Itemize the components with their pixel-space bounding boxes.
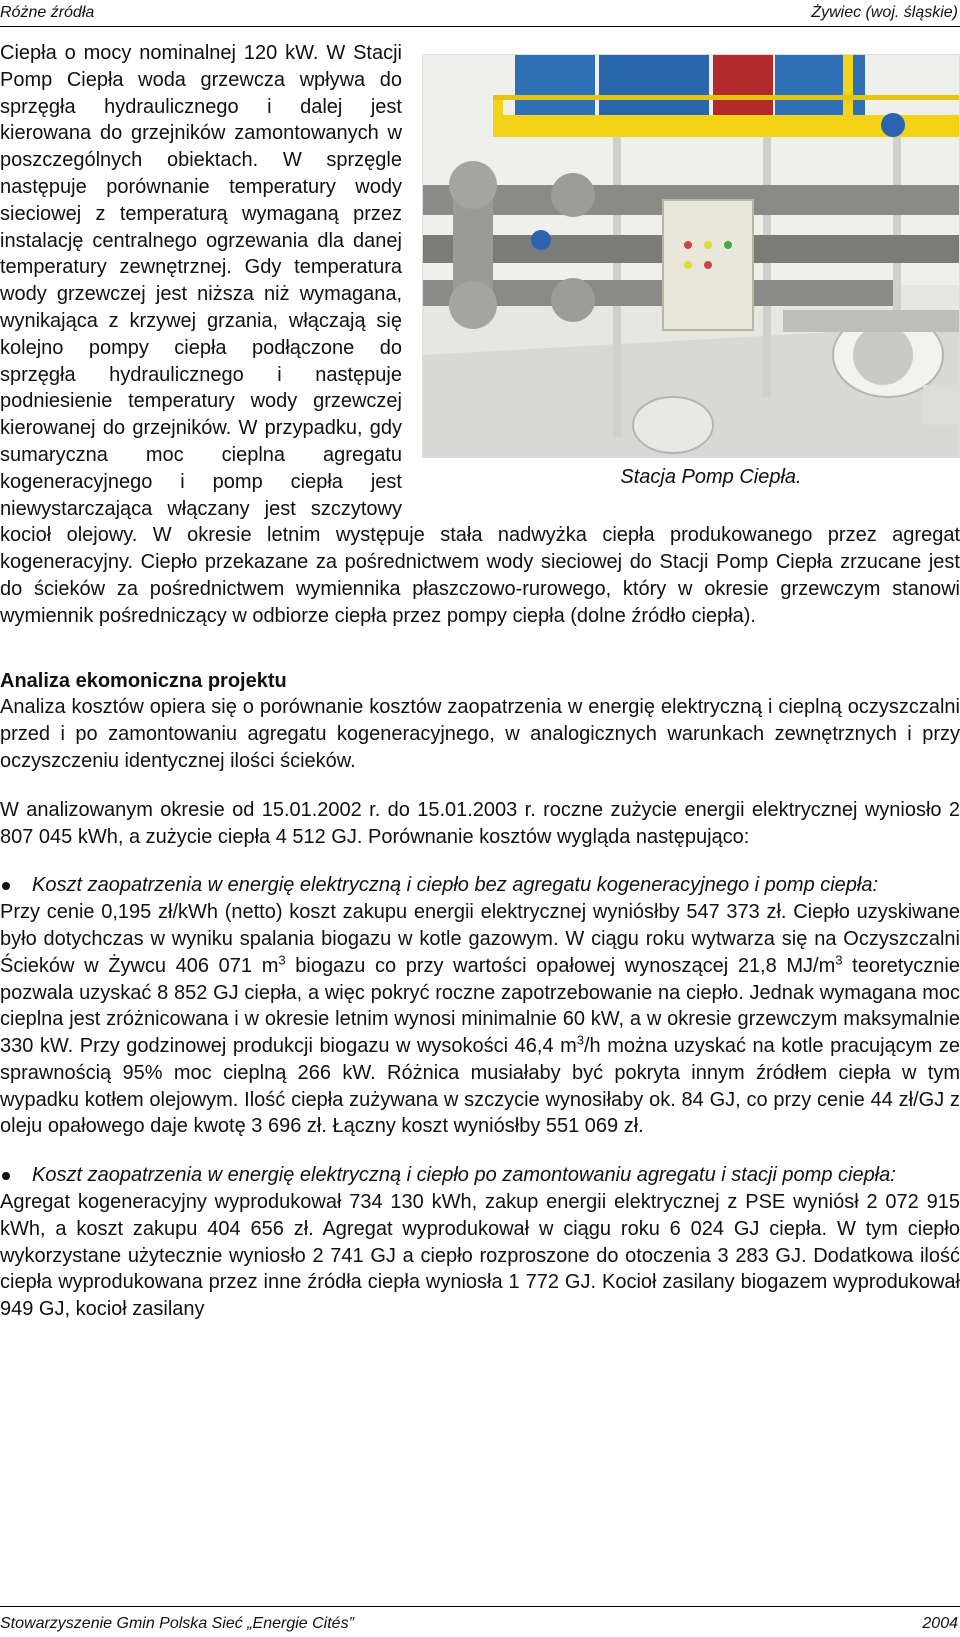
bullet-2-heading: Koszt zaopatrzenia w energię elektryczną i ciepło po zamontowaniu agregatu i stacji pomp ciepła: xyxy=(32,1164,896,1187)
analysis-paragraph-1: Analiza kosztów opiera się o porównanie kosztów zaopatrzenia w energię elektryczną i cieplną oczyszczalni przed i po zamontowaniu agregatu kogeneracyjnego, w analogicznych warunkach zewnętrznych i przy oczyszczeniu identycznej ilości ścieków. xyxy=(0,696,960,772)
header-right-text: Żywiec (woj. śląskie) xyxy=(811,4,958,21)
bullet-dot-icon xyxy=(2,882,10,890)
superscript: 3 xyxy=(835,952,843,968)
figure xyxy=(422,54,960,491)
bullet-1-text-part: /h można uzyskać na kotle pracującym ze sprawnością 95% moc cieplną 266 kW. Różnica musiałaby być pokryta innym źródłem ciepła w tym wypadku kotłem olejowym. Ilość ciepła zużywana w szczycie wynosiłaby ok. 84 GJ, co przy cenie 44 zł/GJ z oleju opałowego daje kwotę 3 696 zł. Łączny koszt wyniósłby 551 069 zł. xyxy=(0,1035,960,1138)
superscript: 3 xyxy=(278,952,286,968)
page-header xyxy=(0,0,960,27)
figure-caption: Stacja Pomp Ciepła. xyxy=(620,466,802,488)
header-left-text: Różne źródła xyxy=(0,4,95,21)
footer-year: 2004 xyxy=(922,1615,958,1632)
bullet-dot-icon xyxy=(2,1172,10,1180)
section-heading: Analiza ekomoniczna projektu xyxy=(0,669,287,692)
bullet-1-heading: Koszt zaopatrzenia w energię elektryczną i ciepło bez agregatu kogeneracyjnego i pomp ciepła: xyxy=(32,874,879,897)
bullet-item-2 xyxy=(0,1162,960,1189)
page-footer xyxy=(0,1606,960,1637)
bullet-2-body: Agregat kogeneracyjny wyprodukował 734 130 kWh, zakup energii elektrycznej z PSE wyniósł 2 072 915 kWh, a koszt zakupu 404 656 zł. Agregat wyprodukował w ciągu roku 6 024 GJ ciepła. W tym ciepło wykorzystane użytecznie wyniosło 2 741 GJ a ciepło rozproszone do otoczenia 3 283 GJ. Dodatkowa ilość ciepła wyprodukowana przez inne źródła ciepła wyniosła 1 772 GJ. Kocioł zasilany biogazem wyprodukował 949 GJ, kocioł zasilany xyxy=(0,1191,960,1321)
intro-paragraph: Ciepła o mocy nominalnej 120 kW. W Stacji Pomp Ciepła woda grzewcza wpływa do sprzęgła hydraulicznego i dalej jest kierowana do grzejników zamontowanych w poszczególnych obiektach. W sprzęgle następuje porównanie temperatury wody sieciowej z temperaturą wymaganą przez instalację centralnego ogrzewania dla danej temperatury zewnętrznej. Gdy temperatura wody grzewczej jest niższa niż wymagana, wynikająca z krzywej grzania, włączają się kolejno pompy ciepła podłączone do sprzęgła hydraulicznego i następuje podniesienie temperatury wody grzewczej kierowanej do grzejników. W przypadku, gdy sumaryczna moc cieplna agregatu kogeneracyjnego i pomp ciepła jest niewystarczająca włączany jest szczytowy kocioł olejowy. W okresie letnim występuje stała nadwyżka ciepła produkowanego przez agregat kogeneracyjny. Ciepło przekazane za pośrednictwem wody sieciowej do Stacji Pomp Ciepła zrzucane jest do ścieków za pośrednictwem wymiennika płaszczowo-rurowego, który w okresie grzewczym stanowi wymiennik pośredniczący w odbiorze ciepła przez pompy ciepła (dolne źródło ciepła). xyxy=(0,42,960,627)
bullet-1-text-part: Przy cenie 0,195 zł/kWh (netto) koszt zakupu energii elektrycznej wyniósłby 547 373 zł. Ciepło uzyskiwane było dotychczas w wyniku spalania biogazu w kotle gazowym. W ciągu roku wytwarza się na Oczyszczalni Ścieków w Żywcu 406 071 m xyxy=(0,901,960,977)
bullet-1-text-part: teoretycznie pozwala uzyskać 8 852 GJ ciepła, a więc pokryć roczne zapotrzebowanie na ciepło. Jednak wymagana moc cieplna jest zróżnicowana i w okresie letnim wynosi minimalnie 60 kW, a w okresie grzewczym maksymalnie 330 kW. Przy godzinowej produkcji biogazu w wysokości 46,4 m xyxy=(0,954,960,1058)
footer-left-text: Stowarzyszenie Gmin Polska Sieć „Energie Cités” xyxy=(0,1615,354,1632)
page-content xyxy=(0,40,960,1323)
bullet-item-1 xyxy=(0,872,960,899)
bullet-1-text-part: biogazu co przy wartości opałowej wynoszącej 21,8 MJ/m xyxy=(285,954,836,977)
analysis-paragraph-2: W analizowanym okresie od 15.01.2002 r. do 15.01.2003 r. roczne zużycie energii elektrycznej wyniosło 2 807 045 kWh, a zużycie ciepła 4 512 GJ. Porównanie kosztów wygląda następująco: xyxy=(0,798,960,848)
superscript: 3 xyxy=(576,1032,584,1048)
bullet-1-body xyxy=(0,899,960,1140)
heat-pump-station-photo xyxy=(422,54,960,458)
